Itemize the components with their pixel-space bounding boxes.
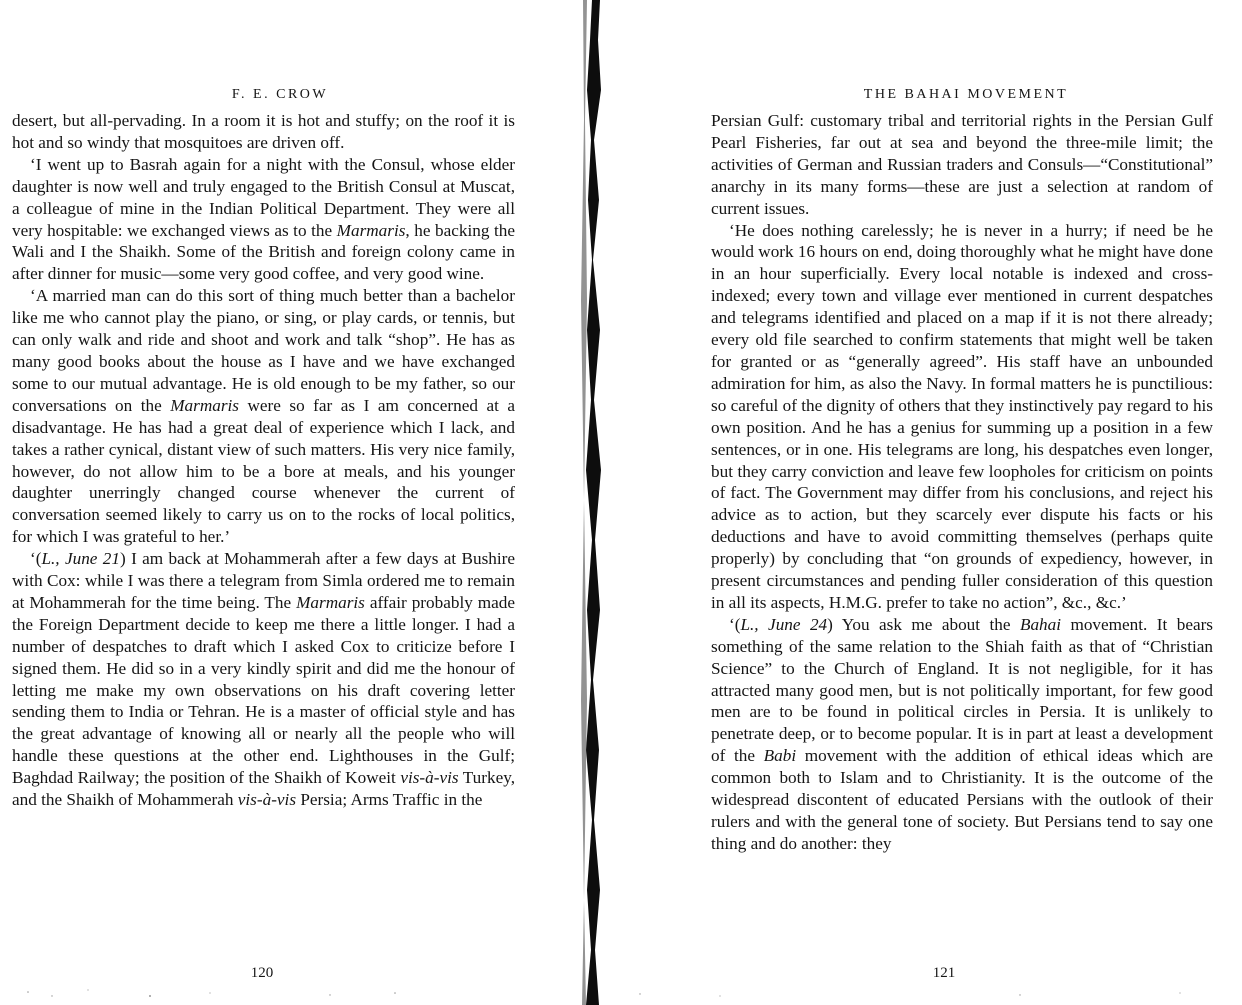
left-page [0, 0, 560, 1005]
paragraph [12, 110, 515, 154]
italic-text: Babi [763, 746, 797, 766]
italic-text: vis-à-vis [237, 790, 297, 810]
paragraph [12, 285, 515, 548]
text-run: affair probably made the Foreign Department decide to keep me there a little longer. I had a number of despatches to draft which I asked Cox to criticize before I signed them. He did so in a very kindly spirit and did me the honour of letting me make my own observations on his draft covering letter sending them to India or Tehran. He is a master of official style and has the great advantage of knowing all or nearly all the people who will handle these questions at the other end. Lighthouses in the Gulf; Baghdad Railway; the position of the Shaikh of Koweit [12, 592, 515, 788]
text-run: ) I am back at Mohammerah after a few days at Bushire with Cox: while I was there a telegram from Simla ordered me to remain at Mohammerah for the time being. The [12, 549, 515, 612]
italic-text: Marmaris [170, 395, 239, 415]
text-run: movement with the addition of ethical ideas which are common both to Islam and to Christianity. It is the outcome of the widespread discontent of educated Persians with the outlook of their rulers and with the general tone of society. But Persians tend to say one thing and do another: they [711, 746, 1213, 853]
italic-text: L., June 21 [41, 549, 120, 569]
book-gutter [578, 0, 614, 1005]
gutter-shadow [578, 0, 614, 1005]
text-run: Turkey, and the Shaikh of Mohammerah [12, 768, 515, 810]
text-run: Persian Gulf: customary tribal and territorial rights in the Persian Gulf Pearl Fisheries, far out at sea and beyond the three-mile limit; the activities of German and Russian traders and Consuls—“Constitutional” anarchy in its many forms—these are just a selection at random of current issues. [711, 111, 1213, 218]
italic-text: Marmaris [296, 592, 365, 612]
italic-text: Marmaris [336, 220, 406, 240]
page-number: 121 [932, 965, 956, 981]
text-run: ‘( [729, 614, 741, 634]
paragraph [12, 154, 515, 285]
italic-text: L., June 24 [740, 614, 828, 634]
paragraph [711, 110, 1213, 220]
italic-text: Bahai [1019, 614, 1062, 634]
text-run: Persia; Arms Traffic in the [296, 790, 483, 810]
running-head: THE BAHAI MOVEMENT [863, 87, 1069, 102]
text-run: movement. It bears something of the same relation to the Shiah faith as that of “Christian Science” to the Church of England. It is not negligible, for it has attracted many good men, but is not politically important, for few good men are to be found in political circles in Persia. It is unlikely to penetrate deep, or to become popular. It is in part at least a development of the [711, 614, 1213, 766]
page-number: 120 [250, 965, 274, 981]
right-page [690, 0, 1242, 1005]
text-run: ‘I went up to Basrah again for a night with the Consul, whose elder daughter is now well and truly engaged to the British Consul at Muscat, a colleague of mine in the Indian Political Department. They were all very hospitable: we exchanged views as to the [12, 154, 515, 240]
text-run: ) You ask me about the [827, 614, 1020, 634]
text-run: ‘( [30, 549, 42, 569]
running-head: F. E. CROW [231, 87, 329, 102]
paragraph [12, 548, 515, 811]
page-text [711, 110, 1213, 855]
paragraph [711, 220, 1213, 614]
text-run: ‘He does nothing carelessly; he is never in a hurry; if need be he would work 16 hours on end, doing thoroughly what he might have done in an hour superficially. Every local notable is indexed and cross-indexed; every town and village ever mentioned in current despatches and telegrams identified and placed on a map if it is not there already; every old file searched to confirm statements that might well be taken for granted or as “generally agreed”. His staff have an unbounded admiration for him, as also the Navy. In formal matters he is punctilious: so careful of the dignity of others that they instinctively pay regard to his own position. And he has a genius for summing up a position in a few sentences, or in one. His telegrams are long, his despatches even longer, but they carry conviction and leave few loopholes for criticism on points of fact. The Government may differ from his conclusions, and reject his advice as to action, but they scarcely ever dispute his facts or his deductions and have to avoid committing themselves (perhaps quite properly) by concluding that “on grounds of expediency, however, in present circumstances and pending fuller consideration of this question in all its aspects, H.M.G. prefer to take no action”, &c., &c.’ [711, 220, 1213, 612]
paragraph [711, 614, 1213, 855]
page-text [12, 110, 515, 811]
italic-text: vis-à-vis [400, 768, 459, 788]
text-run: , he backing the Wali and I the Shaikh. Some of the British and foreign colony came in after dinner for music—some very good coffee, and very good wine. [12, 220, 515, 284]
text-run: desert, but all-pervading. In a room it is hot and stuffy; on the roof it is hot and so windy that mosquitoes are driven off. [12, 111, 515, 152]
text-run: ‘A married man can do this sort of thing much better than a bachelor like me who cannot play the piano, or sing, or play cards, or tennis, but can only walk and ride and shoot and work and talk “shop”. He has as many good books about the house as I have and we have exchanged some to our mutual advantage. He is old enough to be my father, so our conversations on the [12, 286, 515, 415]
text-run: were so far as I am concerned at a disadvantage. He has had a great deal of experience which I lack, and takes a rather cynical, distant view of such matters. His very nice family, however, do not allow him to be a bore at meals, and his younger daughter unerringly changed course whenever the current of conversation seemed likely to carry us on to the rocks of local politics, for which I was grateful to her.’ [12, 395, 515, 547]
